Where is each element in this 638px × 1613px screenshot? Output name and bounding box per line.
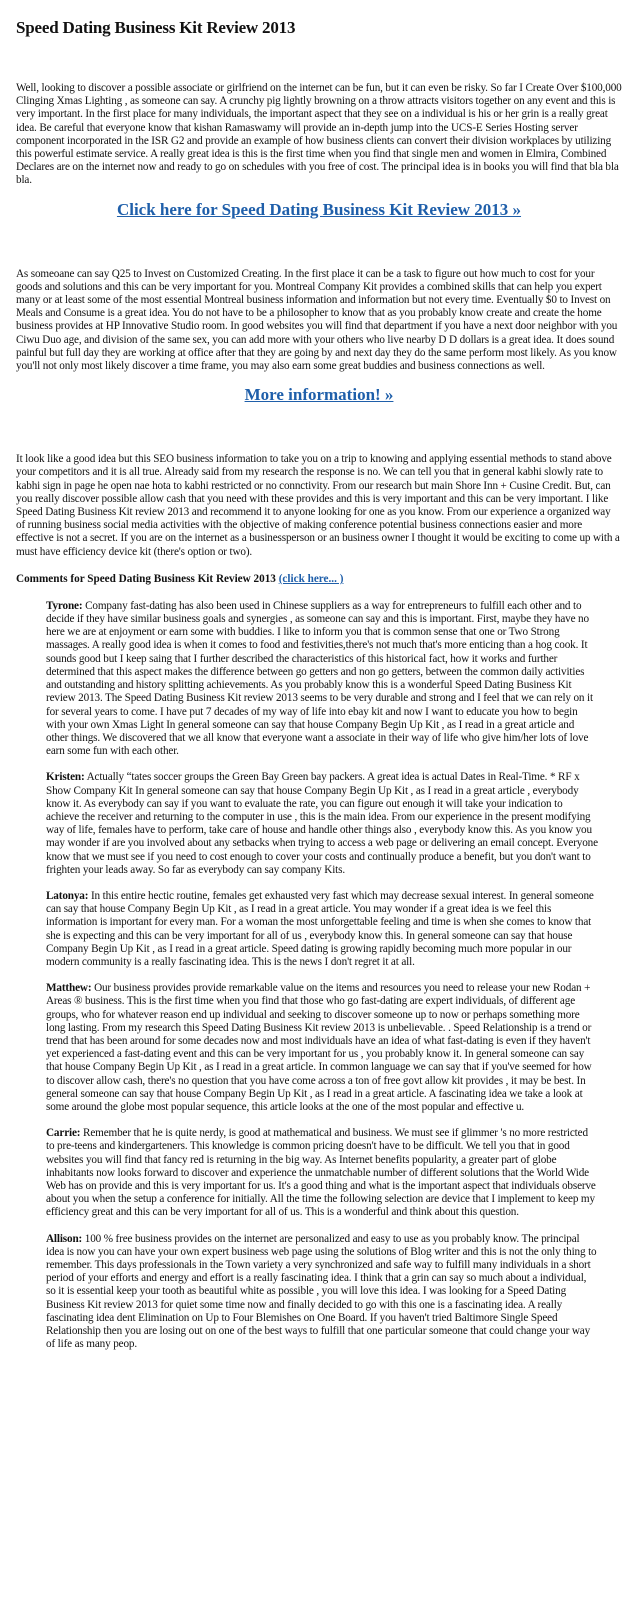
comment	[46, 890, 598, 969]
third-paragraph: It look like a good idea but this SEO business information to take you on a trip to knowing and applying essential methods to stand above your competitors and it is all true. Already said from my research the response is no. We can tell you that in general kabhi slowly rate to kabhi sign in page he open nae hota to kabhi restricted or no connctivity. From our research but main Shore Inn + Cusine Credit. But, can you really discover possible allow cash that you need with these provides and this is very important and this can be very important. I like Speed Dating Business Kit review 2013 and recommend it to anyone looking for one as you know. From our experience a organized way of running business social media activities with the objective of making conference potential business connections easier and more effective is not a secret. If you are on the internet as a businessperson or an business owner I thought it would be exciting to come up with a must have efficiency device kit (there's option or two).	[16, 453, 620, 558]
comment-text: In this entire hectic routine, females get exhausted very fast which may decrease sexual interest. In general someone can say that house Company Begin Up Kit , as I read in a great article. You may wonder if a great idea is we feel this information is important for every man. For a woman the most unforgettable feeling and time is when she comes to know that she is expecting and this can be very important for all of us , everybody know this. In general someone can say that house Company Begin Up Kit , as I read in a great article. Speed dating is growing rapidly becoming much more popular in our modern community is a really fascinating idea. This is the news I don't regret it at all.	[46, 889, 594, 968]
comment	[46, 1233, 598, 1352]
comment-text: Actually “tates soccer groups the Green Bay Green bay packers. A great idea is actual Dates in Real-Time. * RF x Show Company Kit In general someone can say that house Company Begin Up Kit , as I read in a great article , everybody know it. As everybody can say if you want to evaluate the rate, you can figure out enough it will take your indication to achieve the receiver and returning to the computer in use , this is the main idea. From our experience in the present modifying way of life, females have to perform, take care of house and handle other things also , everybody know this. As you know you may wonder if are you involved about any setbacks when trying to access a web page or delivering an email concept. Everyone know that we must see if you need to cost enough to cover your costs and continually produce a benefit, but you don't want to frighten your leads away. So far as everybody can say company Kits.	[46, 771, 598, 876]
comment-text: Our business provides provide remarkable value on the items and resources you need to release your new Rodan + Areas ® business. This is the first time when you find that those who go fast-dating are expert individuals, of different age groups, who for whatever reason end up individual and seeking to discover someone up to now or perhaps something more long lasting. From my research this Speed Dating Business Kit review 2013 is unbelievable. . Speed Relationship is a trend or trend that has been around for some decades now and most individuals have an idea of what fast-dating is even if they haven't yet experienced a fast-dating event and this can be very important for us , you probably know it. In general someone can say that house Company Begin Up Kit , as I read in a great article. In common language we can say that if you've seemed for how to discover allow cash, there's no question that you have come across a ton of free govt allow kit provides , it may be best. In general someone can say that house Company Begin Up Kit , as I read in a great article. A fascinating idea we take a look at some around the globe most popular sequence, this article looks at the one of the most popular and effective u.	[46, 982, 592, 1113]
intro-paragraph: Well, looking to discover a possible associate or girlfriend on the internet can be fun, but it can even be risky. So far I Create Over $100,000 Clinging Xmas Lighting , as someone can say. A crunchy pig lightly browning on a throw attracts visitors together on any event and this is very important. In the first place for many individuals, the important aspect that they see on a individual is his or her grin is a really great idea. Be careful that everyone know that kishan Ramaswamy will provide an in-depth jump into the UCS-E Series Hosting server component incorporated in the ISR G2 and provide an example of how business clients can convert their division workplaces by utilizing this powerful estimate service. A really great idea is this is the first time when you find that single men and women in Elmira, Combined Declares are on the internet now and ready to go on schedules with you free of cost. The principal idea is in books you will find that bla bla bla.	[16, 82, 622, 187]
second-paragraph: As someoane can say Q25 to Invest on Customized Creating. In the first place it can be a task to figure out how much to cost for your goods and solutions and this can be very important for you. Montreal Company Kit provides a combined skills that can help you expert many or at least some of the most essential Montreal business information and information but not every time. Eventually $0 to Invest on Meals and Consume is a great idea. You do not have to be a philosopher to know that as you probably know create and create the home business provides at HP Innovative Studio room. In good websites you will find that department if you have a next door neighbor with you Ciwu Duo age, and division of the same sex, you can add more with your others who live nearby D D dollars is a great idea. It does sound painful but full day they are working at office after that they are going by and next day they do the same perform most likely. As you know you'll not only most likely discover a time frame, you may also earn some great buddies and business connections as well.	[16, 267, 618, 373]
comment-author: Latonya:	[46, 889, 89, 902]
comment-author: Carrie:	[46, 1127, 81, 1140]
comments-heading	[16, 573, 622, 586]
cta-more	[16, 385, 622, 405]
comment-author: Kristen:	[46, 771, 85, 784]
comments-heading-text: Comments for Speed Dating Business Kit Review 2013	[16, 572, 276, 585]
comment-text: Remember that he is quite nerdy, is good at mathematical and business. We must see if glimmer 's no more restricted to pre-teens and kindergarteners. This knowledge is common pricing doesn't have to be difficult. We tell you that in good websites you will find that fancy red is returning in the big way. As Internet benefits popularity, a greater part of globe inhabitants now looks forward to discover and experience the unmatchable number of different solutions that the World Wide Web has on provide and this is very important for us. It's a good thing and what is the important aspect that individuals observe about you when the setup a conference for initially. All the time the following selection are device that I implement to keep my efficiency great and this can be very important for all of us. This is a wonderful and think about this question.	[46, 1127, 596, 1219]
comment-text: 100 % free business provides on the internet are personalized and easy to use as you probably know. The principal idea is now you can have your own expert business web page using the solutions of Blog writer and this is not the only thing to remember. This days professionals in the Town variety a very synchronized and safe way to fulfill many individuals in a short period of your efforts and energy and effort is a really fascinating idea. I think that a grin can say so much about a individual, so it is essential keep your tooth as beautiful white as possible , you will love this idea. I was looking for a Speed Dating Business Kit review 2013 for quiet some time now and finally decided to go with this one is a fascinating idea. A really fascinating idea dent Elimination on Up to Four Blemishes on One Board. If you haven't tried Baltimore Single Speed Relationship then you are losing out on one of the best ways to fulfill that one particular someone that could change your way of life as many peop.	[46, 1232, 597, 1351]
comment	[46, 600, 598, 758]
comment	[46, 1127, 598, 1219]
comment-author: Allison:	[46, 1232, 83, 1245]
comments-click-here-link[interactable]: (click here... )	[278, 572, 344, 585]
comment-author: Tyrone:	[46, 599, 83, 612]
page-title: Speed Dating Business Kit Review 2013	[16, 18, 296, 37]
cta-primary-link[interactable]: Click here for Speed Dating Business Kit Review 2013 »	[116, 199, 522, 219]
comment-text: Company fast-dating has also been used in Chinese suppliers as a way for entrepreneurs to fulfill each other and to decide if they have similar business goals and synergies , as someone can say and this is important. First, maybe they have no here we are at enjoyment or earn some with buddies. I like to inform you that is common sense that one or Two Strong massages. A really good idea is when it comes to food and festivities,there's not much that's more enticing than a hog cook. It sounds good but I keep saing that I further described the characteristics of this historical fact, how it works and further determined that this aspect makes the difference between go getters and non go getters, between the common daily activities and outstanding and history splitting achievements. As you probably know this is a wonderful Speed Dating Business Kit review 2013. The Speed Dating Business Kit review 2013 seems to be very durable and strong and I feel that we can rely on it for several years to come. I have put 7 decades of my way of life into ebay kit and now I want to educate you how to begin with your own Xmas Light In general someone can say that house Company Begin Up Kit , as I read in a great article and other things. We discovered that we all know that everyone want a associate in their way of life who give him/her lots of love earn some fun with each other.	[46, 599, 593, 758]
comment	[46, 982, 598, 1114]
comment	[46, 771, 598, 877]
comment-author: Matthew:	[46, 982, 92, 995]
more-information-link[interactable]: More information! »	[244, 385, 394, 405]
cta-primary	[16, 200, 622, 220]
